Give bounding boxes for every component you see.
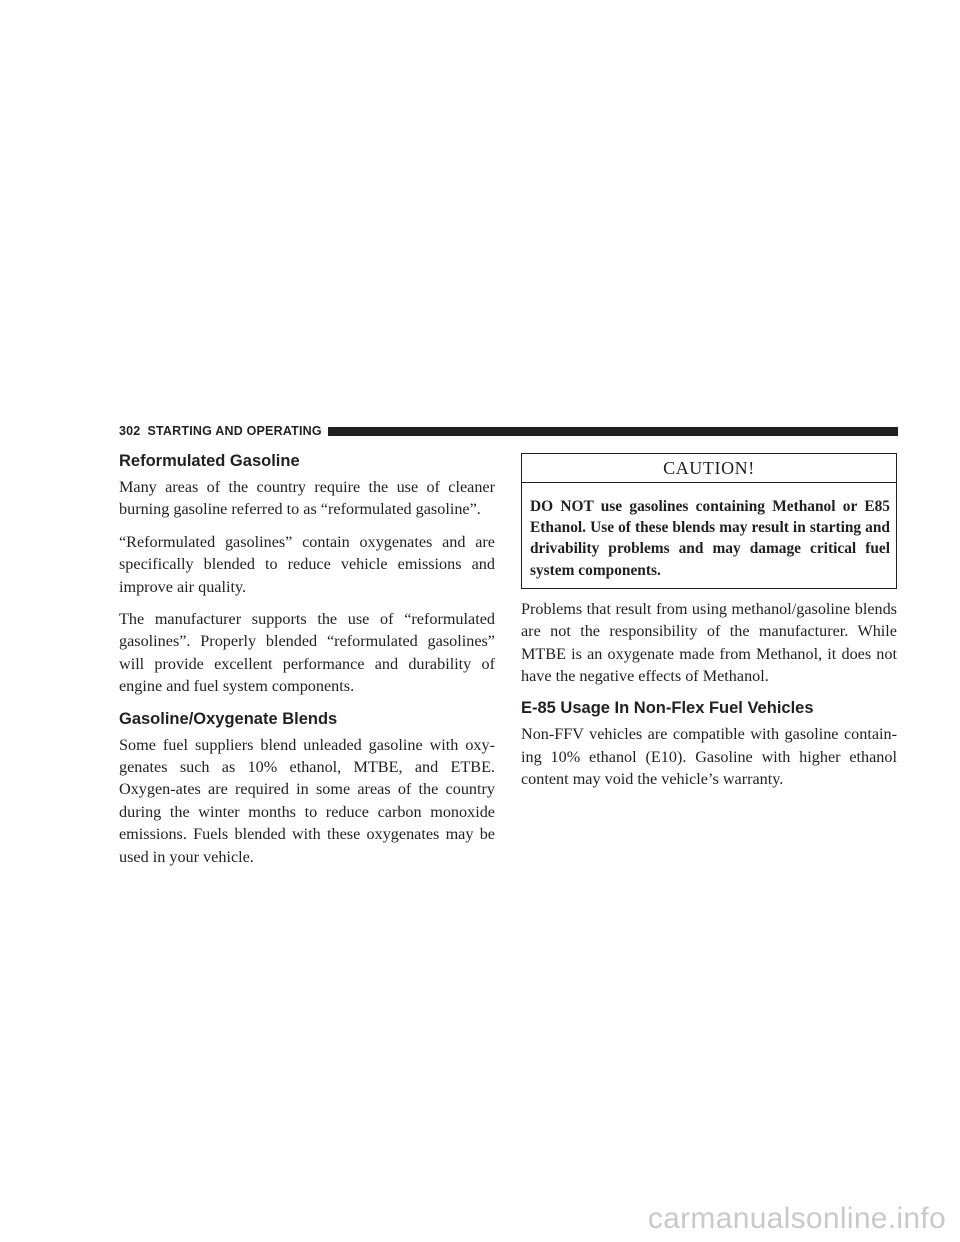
paragraph: The manufacturer supports the use of “reformulated gasolines”. Properly blended “reformulated gasolines” will provide excellent performance and durability of engine and fuel system components. bbox=[119, 610, 495, 696]
caution-title: CAUTION! bbox=[522, 454, 896, 483]
paragraph: Non-FFV vehicles are compatible with gasoline contain-ing 10% ethanol (E10). Gasoline with higher ethanol content may void the vehicle’s warranty. bbox=[521, 725, 897, 789]
heading-reformulated-gasoline: Reformulated Gasoline bbox=[119, 452, 300, 470]
section-title: STARTING AND OPERATING bbox=[147, 424, 322, 438]
header-rule bbox=[328, 427, 898, 436]
caution-text: DO NOT use gasolines containing Methanol or E85 Ethanol. Use of these blends may result in starting and drivability problems and may damage critical fuel system components. bbox=[530, 498, 890, 579]
caution-box bbox=[521, 453, 897, 589]
right-column bbox=[521, 450, 897, 801]
page-header bbox=[119, 422, 898, 440]
heading-gasoline-oxygenate-blends: Gasoline/Oxygenate Blends bbox=[119, 709, 338, 728]
paragraph: Some fuel suppliers blend unleaded gasoline with oxy-genates such as 10% ethanol, MTBE, and ETBE. Oxygen-ates are required in some areas of the country during the winter months to reduce carbon monoxide emissions. Fuels blended with these oxygenates may be used in your vehicle. bbox=[119, 735, 495, 866]
watermark: carmanualsonline.info bbox=[647, 1202, 946, 1235]
heading-e85-usage: E-85 Usage In Non-Flex Fuel Vehicles bbox=[521, 699, 814, 718]
paragraph: Many areas of the country require the use of cleaner burning gasoline referred to as “reformulated gasoline”. bbox=[119, 478, 495, 519]
paragraph: “Reformulated gasolines” contain oxygenates and are specifically blended to reduce vehicle emissions and improve air quality. bbox=[119, 532, 495, 596]
left-column bbox=[119, 450, 495, 878]
page-number: 302 bbox=[119, 424, 141, 438]
paragraph: Problems that result from using methanol/gasoline blends are not the responsibility of the manufacturer. While MTBE is an oxygenate made from Methanol, it does not have the negative effects of Methanol. bbox=[521, 599, 897, 686]
